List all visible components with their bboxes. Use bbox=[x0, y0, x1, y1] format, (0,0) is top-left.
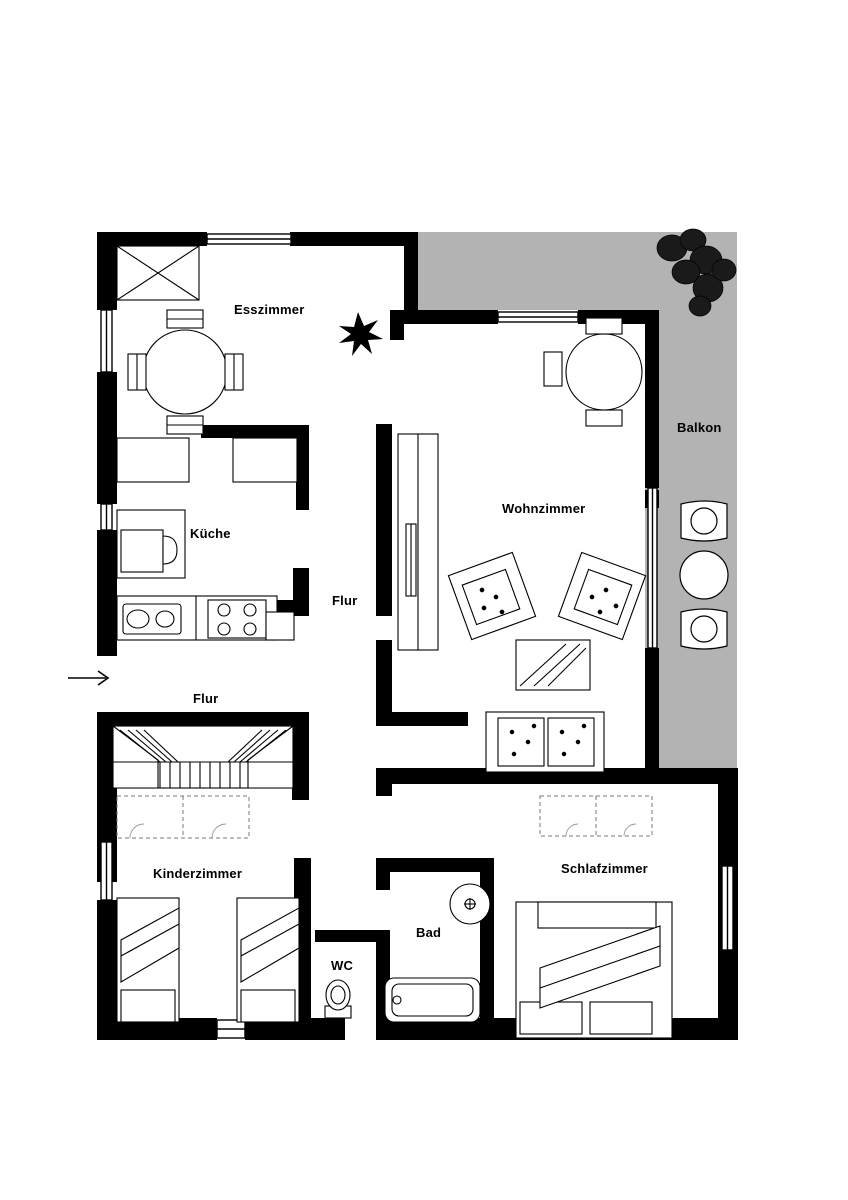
plant-icon bbox=[339, 312, 383, 356]
furniture-kinderzimmer bbox=[117, 898, 299, 1022]
furniture-dining bbox=[117, 246, 297, 482]
room-label-kueche: Küche bbox=[190, 526, 231, 541]
room-label-schlafzimmer: Schlafzimmer bbox=[561, 861, 648, 876]
wardrobes bbox=[117, 796, 652, 838]
room-label-flur-oben: Flur bbox=[332, 593, 358, 608]
room-label-esszimmer: Esszimmer bbox=[234, 302, 305, 317]
room-label-wohnzimmer: Wohnzimmer bbox=[502, 501, 586, 516]
room-label-bad: Bad bbox=[416, 925, 442, 940]
furniture-balcony bbox=[680, 501, 728, 649]
staircase bbox=[113, 726, 293, 788]
room-label-flur-unten: Flur bbox=[193, 691, 219, 706]
room-label-kinderzimmer: Kinderzimmer bbox=[153, 866, 243, 881]
room-label-balkon: Balkon bbox=[677, 420, 722, 435]
entrance-arrow bbox=[68, 671, 108, 685]
room-label-wc: WC bbox=[331, 958, 354, 973]
furniture-wc bbox=[325, 980, 351, 1018]
furniture-bad bbox=[385, 884, 490, 1022]
wardrobe-door-arcs bbox=[130, 824, 636, 838]
furniture-schlafzimmer bbox=[516, 902, 672, 1038]
furniture-living bbox=[398, 318, 646, 772]
